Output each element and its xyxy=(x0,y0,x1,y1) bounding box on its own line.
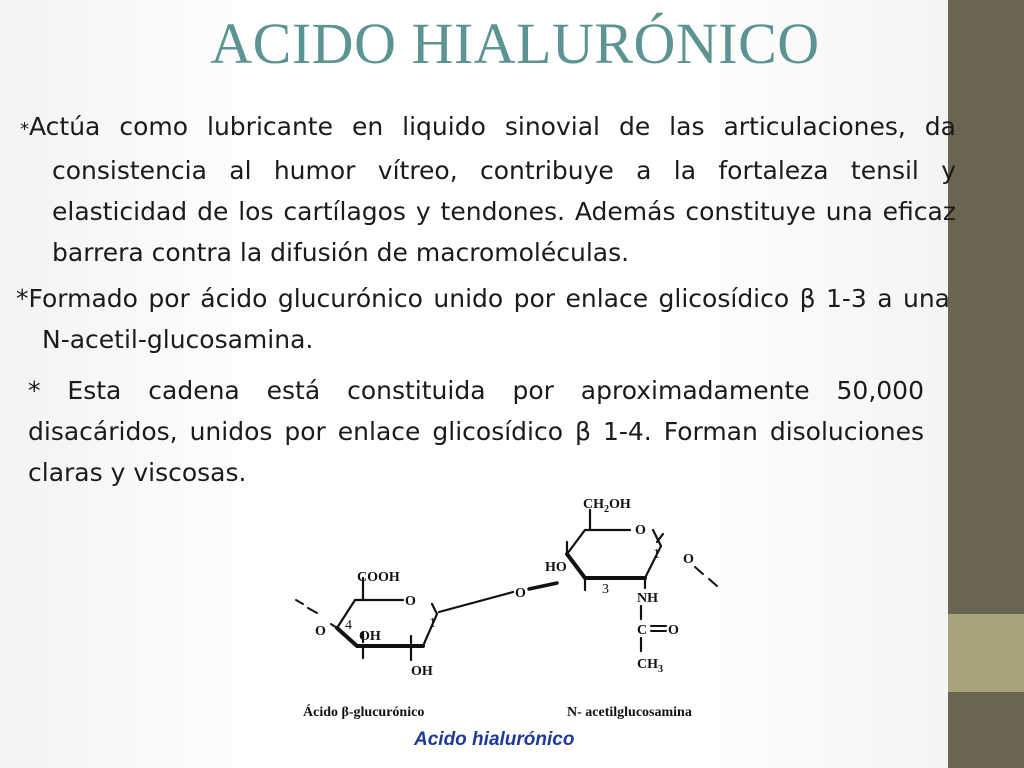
ch3-ch: CH xyxy=(637,657,658,672)
ch2oh-oh: OH xyxy=(609,497,631,512)
bridging-oxygen-label: O xyxy=(515,586,526,601)
ch3-label xyxy=(637,657,663,675)
hyaluronic-acid-structure-diagram xyxy=(285,488,745,728)
paragraph-lubricant xyxy=(20,106,956,273)
bullet-marker: * xyxy=(20,119,29,140)
ch3-subscript: 3 xyxy=(658,664,663,675)
ring-oxygen-left-label: O xyxy=(405,594,416,609)
left-o-label: O xyxy=(315,624,326,639)
side-band-accent xyxy=(948,614,1024,692)
figure-caption: Acido hialurónico xyxy=(414,729,575,750)
ch2oh-ch: CH xyxy=(583,497,604,512)
paragraph-lubricant-text: Actúa como lubricante en liquido sinovial de las articulaciones, da consistencia al humor vítreo, contribuye a la fortaleza tensil y elasticidad de los cartílagos y tendones. Además constituye una eficaz barrera contra la difusión de macromoléculas. xyxy=(29,112,956,267)
carbon-1-left-label: 1 xyxy=(429,616,436,631)
cooh-label: COOH xyxy=(357,570,400,585)
acetylglucosamine-label: N- acetilglucosamina xyxy=(567,705,692,720)
carbonyl-oxygen-label: O xyxy=(668,623,679,638)
carbon-4-label: 4 xyxy=(345,618,352,633)
carbon-3-label: 3 xyxy=(602,582,609,597)
ring-oxygen-right-label: O xyxy=(635,523,646,538)
carbonyl-carbon-label: C xyxy=(637,623,648,638)
ho-label: HO xyxy=(545,560,567,575)
oh-bottom-label: OH xyxy=(411,664,433,679)
glucuronic-acid-label: Ácido β-glucurónico xyxy=(303,705,425,720)
oh-mid-label: OH xyxy=(359,629,381,644)
nh-label: NH xyxy=(637,591,658,606)
slide-title: ACIDO HIALURÓNICO xyxy=(210,11,820,76)
carbon-1-right-label: 1 xyxy=(653,547,660,562)
paragraph-chain: * Esta cadena está constituida por aproximadamente 50,000 disacáridos, unidos por enlace glicosídico β 1-4. Forman disoluciones claras y viscosas. xyxy=(28,376,924,487)
right-o-label: O xyxy=(683,552,694,567)
paragraph-composition: *Formado por ácido glucurónico unido por enlace glicosídico β 1-3 a una N-acetil-glucosamina. xyxy=(16,284,950,354)
ch2oh-subscript: 2 xyxy=(604,504,609,515)
